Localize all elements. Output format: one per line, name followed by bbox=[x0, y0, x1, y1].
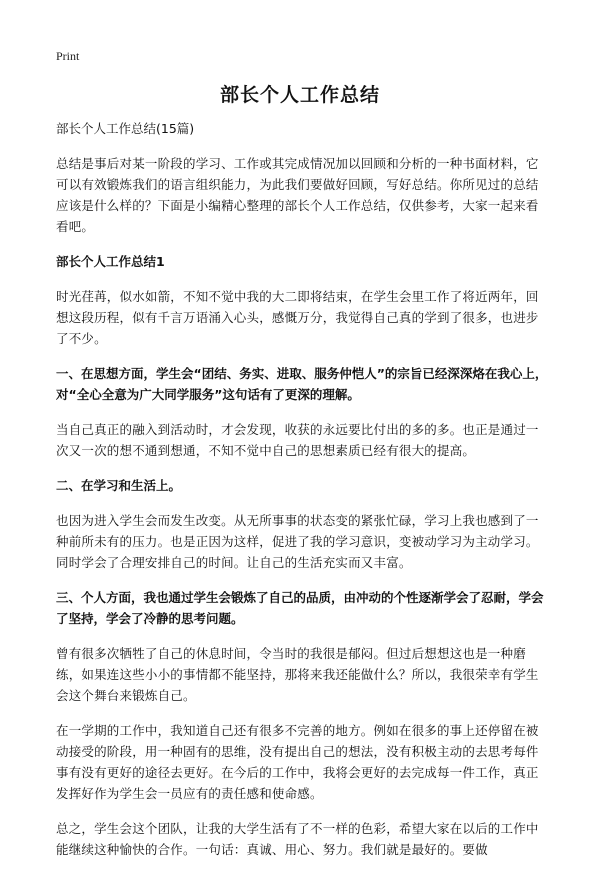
body-paragraph: 当自己真正的融入到活动时，才会发现，收获的永远要比付出的多的多。也正是通过一次又一次的想不通到想通，不知不觉中自己的思想素质已经有很大的提高。 bbox=[56, 422, 539, 458]
point-heading-1: 一、在思想方面，学生会“团结、务实、进取、服务仲恺人”的宗旨已经深深烙在我心上，对“全心全意为广大同学服务”这句话有了更深的理解。 bbox=[56, 366, 548, 402]
point-heading-3: 三、个人方面，我也通过学生会锻炼了自己的品质，由冲动的个性逐渐学会了忍耐，学会了坚持，学会了冷静的思考问题。 bbox=[56, 590, 544, 626]
section-heading: 部长个人工作总结1 bbox=[56, 254, 165, 269]
point-heading-2: 二、在学习和生活上。 bbox=[56, 478, 182, 493]
body-paragraph: 总之，学生会这个团队，让我的大学生活有了不一样的色彩，希望大家在以后的工作中能继续这种愉快的合作。一句话：真诚、用心、努力。我们就是最好的。要做 bbox=[56, 821, 539, 857]
body-paragraph: 也因为进入学生会而发生改变。从无所事事的状态变的紧张忙碌，学习上我也感到了一种前所未有的压力。也是正因为这样，促进了我的学习意识，变被动学习为主动学习。同时学会了合理安排自己的时间。让自己的生活充实而又丰富。 bbox=[56, 513, 539, 570]
page-title: 部长个人工作总结 bbox=[219, 84, 380, 106]
body-paragraph: 在一学期的工作中，我知道自己还有很多不完善的地方。例如在很多的事上还停留在被动接受的阶段，用一种固有的思维，没有提出自己的想法，没有积极主动的去思考每件事有没有更好的途径去更好。在今后的工作中，我将会更好的去完成每一件工作，真正发挥好作为学生会一员应有的责任感和使命感。 bbox=[56, 723, 539, 801]
body-paragraph: 时光荏苒，似水如箭，不知不觉中我的大二即将结束，在学生会里工作了将近两年，回想这段历程，似有千言万语涌入心头，感慨万分，我觉得自己真的学到了很多，也进步了不少。 bbox=[56, 289, 539, 346]
article-subtitle: 部长个人工作总结(15篇) bbox=[56, 121, 195, 136]
article-body bbox=[56, 118, 551, 874]
print-link[interactable]: Print bbox=[56, 49, 80, 63]
intro-paragraph: 总结是事后对某一阶段的学习、工作或其完成情况加以回顾和分析的一种书面材料，它可以有效锻炼我们的语言组织能力，为此我们要做好回顾，写好总结。你所见过的总结应该是什么样的？下面是小编精心整理的部长个人工作总结，仅供参考，大家一起来看看吧。 bbox=[56, 156, 539, 234]
body-paragraph: 曾有很多次牺牲了自己的休息时间，令当时的我很是郁闷。但过后想想这也是一种磨练，如果连这些小小的事情都不能坚持，那将来我还能做什么？所以，我很荣幸有学生会这个舞台来锻炼自己。 bbox=[56, 646, 539, 703]
